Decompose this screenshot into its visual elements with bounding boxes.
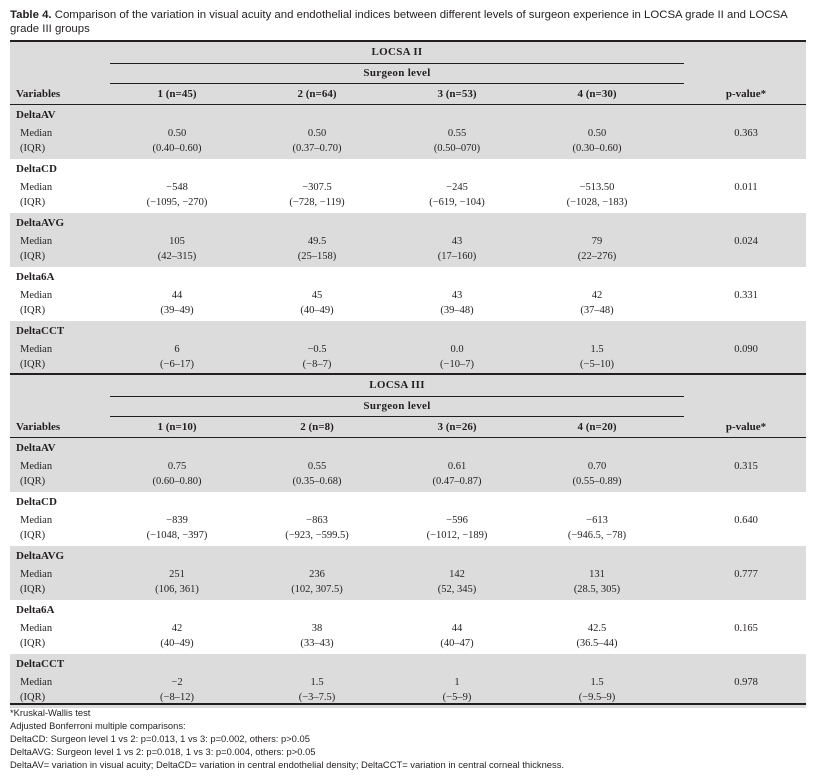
variable-group <box>10 105 806 159</box>
variable-name: DeltaAVG <box>16 550 65 562</box>
median-value: 45 <box>311 290 323 301</box>
iqr-value: (106, 361) <box>155 584 199 595</box>
row-label-iqr: (IQR) <box>20 638 46 649</box>
iqr-value: (0.35–0.68) <box>292 476 342 487</box>
variable-name: DeltaCD <box>16 496 57 508</box>
column-header-surgeon-level: 2 (n=8) <box>300 421 334 433</box>
p-value: 0.331 <box>734 290 758 301</box>
row-label-median: Median <box>20 677 53 688</box>
median-value: 1 <box>454 677 460 688</box>
variable-group <box>10 159 806 213</box>
column-header-variables: Variables <box>16 88 61 100</box>
column-header-surgeon-level: 4 (n=20) <box>577 421 617 433</box>
row-label-median: Median <box>20 236 53 247</box>
iqr-value: (102, 307.5) <box>291 584 343 595</box>
table-caption-text: Comparison of the variation in visual acuity and endothelial indices between different levels of surgeon experience in LOCSA grade II and LOCSA grade III groups <box>10 9 788 35</box>
iqr-value: (42–315) <box>157 251 197 262</box>
section-header <box>10 42 806 104</box>
variable-group <box>10 492 806 546</box>
median-value: 0.75 <box>167 461 187 472</box>
header-rule <box>110 396 684 397</box>
column-header-surgeon-level: 1 (n=10) <box>157 421 197 433</box>
variable-group <box>10 654 806 708</box>
column-header-surgeon-level: 2 (n=64) <box>297 88 337 100</box>
iqr-value: (−9.5–9) <box>578 692 616 703</box>
p-value: 0.978 <box>734 677 758 688</box>
iqr-value: (−1095, −270) <box>146 197 208 208</box>
variable-group <box>10 267 806 321</box>
iqr-value: (−5–10) <box>580 359 614 370</box>
p-value: 0.363 <box>734 128 758 139</box>
row-label-median: Median <box>20 515 53 526</box>
iqr-value: (0.60–0.80) <box>152 476 202 487</box>
median-value: 79 <box>591 236 603 247</box>
variable-name: DeltaAV <box>16 442 56 454</box>
iqr-value: (0.30–0.60) <box>572 143 622 154</box>
iqr-value: (37–48) <box>580 305 614 316</box>
row-label-median: Median <box>20 461 53 472</box>
median-value: 42 <box>591 290 603 301</box>
median-value: 0.50 <box>307 128 327 139</box>
iqr-value: (−6–17) <box>160 359 194 370</box>
median-value: 42 <box>171 623 183 634</box>
median-value: 1.5 <box>310 677 324 688</box>
median-value: 0.50 <box>587 128 607 139</box>
footnote: Adjusted Bonferroni multiple comparisons: <box>10 720 186 732</box>
median-value: −513.50 <box>579 182 615 193</box>
p-value: 0.777 <box>734 569 758 580</box>
p-value: 0.090 <box>734 344 758 355</box>
row-label-iqr: (IQR) <box>20 692 46 703</box>
p-value: 0.640 <box>734 515 758 526</box>
variable-group <box>10 600 806 654</box>
row-label-iqr: (IQR) <box>20 530 46 541</box>
median-value: −863 <box>306 515 328 526</box>
header-rule <box>110 416 684 417</box>
row-label-iqr: (IQR) <box>20 143 46 154</box>
iqr-value: (−728, −119) <box>289 197 345 208</box>
header-rule <box>110 63 684 64</box>
median-value: 0.55 <box>447 128 467 139</box>
iqr-value: (−619, −104) <box>429 197 485 208</box>
surgeon-level-header: Surgeon level <box>363 400 431 412</box>
median-value: −548 <box>166 182 188 193</box>
footnote: DeltaAVG: Surgeon level 1 vs 2: p=0.018, 1 vs 3: p=0.004, others: p>0.05 <box>10 746 316 758</box>
row-label-median: Median <box>20 569 53 580</box>
variable-group <box>10 546 806 600</box>
iqr-value: (−8–7) <box>302 359 332 370</box>
variable-name: Delta6A <box>16 271 55 283</box>
variable-name: Delta6A <box>16 604 55 616</box>
variable-group <box>10 213 806 267</box>
p-value: 0.011 <box>734 182 758 193</box>
iqr-value: (−1012, −189) <box>426 530 488 541</box>
iqr-value: (−8–12) <box>160 692 194 703</box>
median-value: −0.5 <box>307 344 327 355</box>
iqr-value: (40–49) <box>300 305 334 316</box>
iqr-value: (39–48) <box>440 305 474 316</box>
column-header-surgeon-level: 4 (n=30) <box>577 88 617 100</box>
median-value: 105 <box>169 236 185 247</box>
p-value: 0.165 <box>734 623 758 634</box>
table-footnotes <box>10 706 810 771</box>
iqr-value: (−1028, −183) <box>566 197 628 208</box>
iqr-value: (40–49) <box>160 638 194 649</box>
iqr-value: (52, 345) <box>437 584 477 595</box>
iqr-value: (0.47–0.87) <box>432 476 482 487</box>
median-value: 43 <box>451 236 463 247</box>
table-bottom-rule <box>10 703 806 705</box>
variable-group <box>10 321 806 375</box>
variable-group <box>10 438 806 492</box>
row-label-iqr: (IQR) <box>20 359 46 370</box>
row-label-iqr: (IQR) <box>20 251 46 262</box>
iqr-value: (0.50–070) <box>433 143 481 154</box>
row-label-median: Median <box>20 623 53 634</box>
column-header-surgeon-level: 3 (n=26) <box>437 421 477 433</box>
row-label-median: Median <box>20 182 53 193</box>
median-value: 42.5 <box>587 623 607 634</box>
median-value: 236 <box>309 569 325 580</box>
iqr-value: (17–160) <box>437 251 477 262</box>
variable-name: DeltaAV <box>16 109 56 121</box>
iqr-value: (−5–9) <box>442 692 472 703</box>
median-value: 1.5 <box>590 344 604 355</box>
median-value: 38 <box>311 623 323 634</box>
median-value: −596 <box>446 515 468 526</box>
median-value: 251 <box>169 569 185 580</box>
section-title: LOCSA II <box>371 46 423 58</box>
variable-name: DeltaCCT <box>16 658 65 670</box>
iqr-value: (−923, −599.5) <box>285 530 349 541</box>
column-header-p-value: p-value* <box>725 88 767 100</box>
iqr-value: (0.37–0.70) <box>292 143 342 154</box>
table-section <box>10 42 806 374</box>
median-value: 0.0 <box>450 344 464 355</box>
p-value: 0.315 <box>734 461 758 472</box>
median-value: −307.5 <box>302 182 332 193</box>
section-title: LOCSA III <box>369 379 425 391</box>
column-header-variables: Variables <box>16 421 61 433</box>
median-value: 43 <box>451 290 463 301</box>
row-label-iqr: (IQR) <box>20 476 46 487</box>
median-value: 6 <box>174 344 180 355</box>
iqr-value: (36.5–44) <box>576 638 618 649</box>
median-value: −839 <box>166 515 188 526</box>
iqr-value: (0.40–0.60) <box>152 143 202 154</box>
row-label-median: Median <box>20 290 53 301</box>
median-value: 44 <box>171 290 183 301</box>
median-value: 0.61 <box>447 461 467 472</box>
iqr-value: (40–47) <box>440 638 474 649</box>
iqr-value: (−3–7.5) <box>298 692 336 703</box>
table-caption-label: Table 4. <box>10 9 52 21</box>
variable-name: DeltaAVG <box>16 217 65 229</box>
median-value: −2 <box>171 677 183 688</box>
median-value: 0.55 <box>307 461 327 472</box>
iqr-value: (−1048, −397) <box>146 530 208 541</box>
variable-name: DeltaCD <box>16 163 57 175</box>
median-value: 1.5 <box>590 677 604 688</box>
iqr-value: (0.55–0.89) <box>572 476 622 487</box>
median-value: 131 <box>589 569 605 580</box>
median-value: −245 <box>446 182 468 193</box>
median-value: 0.50 <box>167 128 187 139</box>
row-label-iqr: (IQR) <box>20 584 46 595</box>
section-header <box>10 375 806 437</box>
row-label-median: Median <box>20 344 53 355</box>
iqr-value: (33–43) <box>300 638 334 649</box>
median-value: 44 <box>451 623 463 634</box>
median-value: 0.70 <box>587 461 607 472</box>
iqr-value: (28.5, 305) <box>573 584 621 595</box>
iqr-value: (−10–7) <box>440 359 474 370</box>
footnote: DeltaAV= variation in visual acuity; DeltaCD= variation in central endothelial density; DeltaCCT= variation in central corneal thickness. <box>10 759 565 771</box>
table-section <box>10 375 806 707</box>
column-header-p-value: p-value* <box>725 421 767 433</box>
iqr-value: (−946.5, −78) <box>567 530 627 541</box>
p-value: 0.024 <box>734 236 758 247</box>
iqr-value: (25–158) <box>297 251 337 262</box>
iqr-value: (39–49) <box>160 305 194 316</box>
footnote: DeltaCD: Surgeon level 1 vs 2: p=0.013, 1 vs 3: p=0.002, others: p>0.05 <box>10 733 310 745</box>
column-header-surgeon-level: 1 (n=45) <box>157 88 197 100</box>
median-value: −613 <box>586 515 608 526</box>
variable-name: DeltaCCT <box>16 325 65 337</box>
row-label-iqr: (IQR) <box>20 197 46 208</box>
header-rule <box>110 83 684 84</box>
footnote: *Kruskal-Wallis test <box>10 707 91 718</box>
median-value: 142 <box>449 569 465 580</box>
iqr-value: (22–276) <box>577 251 617 262</box>
surgeon-level-header: Surgeon level <box>363 67 431 79</box>
row-label-median: Median <box>20 128 53 139</box>
row-label-iqr: (IQR) <box>20 305 46 316</box>
median-value: 49.5 <box>307 236 327 247</box>
column-header-surgeon-level: 3 (n=53) <box>437 88 477 100</box>
table-caption <box>10 8 810 36</box>
